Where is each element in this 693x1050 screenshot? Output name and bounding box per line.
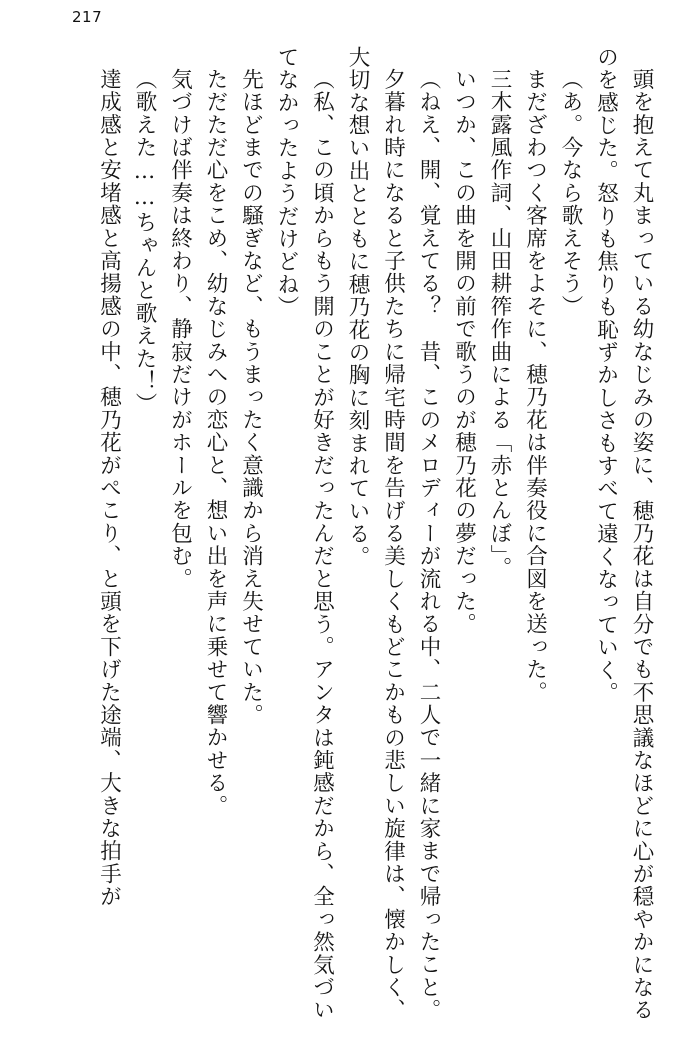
paragraph: 達成感と安堵感と高揚感の中、穂乃花がぺこり、と頭を下げた途端、大きな拍手が [96,67,122,908]
paragraph: 夕暮れ時になると子供たちに帰宅時間を告げる美しくもどこかもの悲しい旋律は、懐かしく、大切な想い出とともに穂乃花の胸に刻まれている。 [345,46,406,1021]
paragraph: （私、この頃からもう開のことが好きだったんだと思う。アンタは鈍感だから、全っ然気づいてなかったようだけどね） [274,46,335,1021]
paragraph: 気づけば伴奏は終わり、静寂だけがホールを包む。 [167,67,193,590]
paragraph: 頭を抱えて丸まっている幼なじみの姿に、穂乃花は自分でも不思議なほどに心が穏やかになるのを感じた。怒りも焦りも恥ずかしさもすべて遠くなっていく。 [593,46,654,1021]
paragraph: いつか、この曲を開の前で歌うのが穂乃花の夢だった。 [451,67,477,635]
paragraph: （歌えた……ちゃんと歌えた！） [132,67,157,415]
paragraph: まだざわつく客席をよそに、穂乃花は伴奏役に合図を送った。 [522,67,548,704]
paragraph: （あ。今なら歌えそう） [558,67,583,318]
paragraph: 三木露風作詞、山田耕筰作曲による「赤とんぼ」。 [487,67,512,579]
paragraph: （ねえ、開、覚えてる？ 昔、このメロディーが流れる中、二人で一緒に家まで帰ったこと。 [416,67,441,1021]
page-text-body [34,46,659,1021]
paragraph: 先ほどまでの騒ぎなど、もうまったく意識から消え失せていた。 [238,67,264,726]
page-number: 217 [72,8,103,26]
paragraph: ただただ心をこめ、幼なじみへの恋心と、想い出を声に乗せて響かせる。 [203,67,228,817]
